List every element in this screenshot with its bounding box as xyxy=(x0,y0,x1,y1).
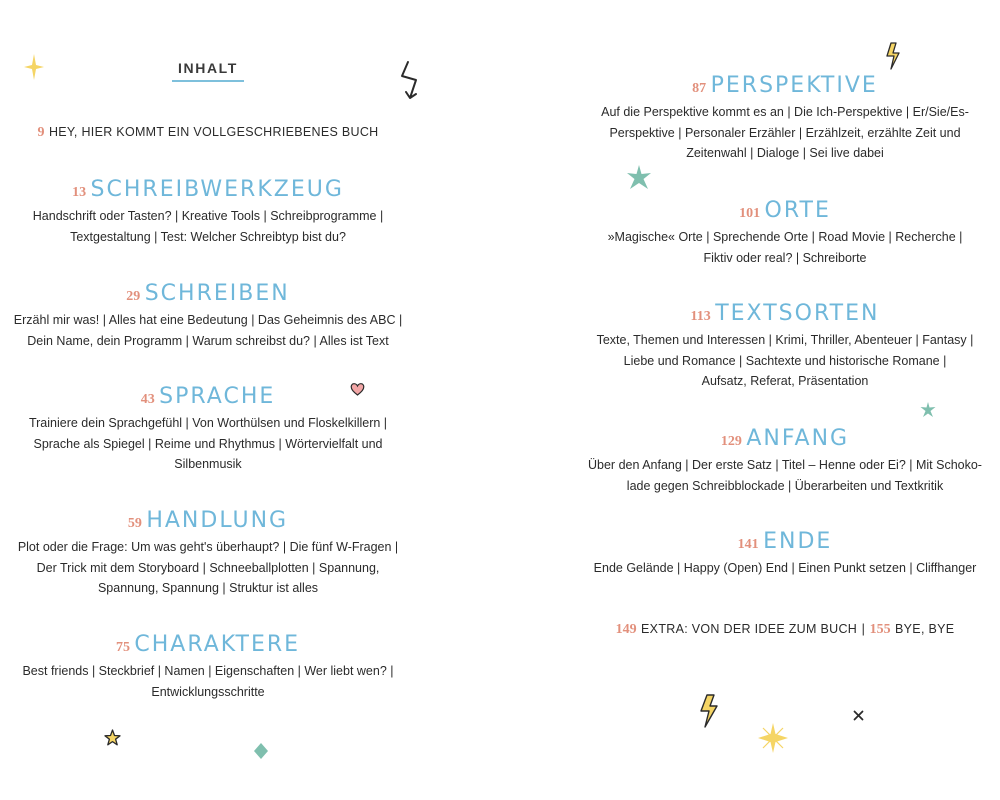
chapter-title: TEXTSORTEN xyxy=(715,301,880,326)
chapter-page: 43 xyxy=(140,392,155,407)
star-teal-icon xyxy=(626,165,652,191)
chapter-title: SPRACHE xyxy=(159,384,276,409)
chapter-desc-line: Trainiere dein Sprachgefühl | Von Worthülsen und Floskelkillern | xyxy=(28,416,388,430)
extra-title: EXTRA: VON DER IDEE ZUM BUCH xyxy=(641,622,858,636)
chapter-desc-line: Sprache als Spiegel | Reime und Rhythmus | Wörtervielfalt und xyxy=(33,436,383,451)
extra-separator: | xyxy=(861,622,866,636)
chapter-desc-line: Perspektive | Personaler Erzähler | Erzählzeit, erzählte Zeit und xyxy=(609,125,961,140)
lightning-outline-icon xyxy=(398,60,426,104)
sparkle-yellow-icon xyxy=(24,54,44,80)
chapter-desc-line: Texte, Themen und Interessen | Krimi, Thriller, Abenteuer | Fantasy | xyxy=(596,333,974,347)
lightning-yellow-filled-icon xyxy=(698,694,720,728)
chapter-page: 75 xyxy=(115,640,130,655)
chapter-desc-line: Fiktiv oder real? | Schreiborte xyxy=(703,250,867,265)
chapter-desc-line: »Magische« Orte | Sprechende Orte | Road Movie | Recherche | xyxy=(607,230,963,244)
chapter-textsorten xyxy=(570,301,1000,392)
toc-title-underline xyxy=(172,80,244,82)
chapter-desc-line: Best friends | Steckbrief | Namen | Eigenschaften | Wer liebt wen? | xyxy=(22,664,394,678)
chapter-desc-line: Erzähl mir was! | Alles hat eine Bedeutung | Das Geheimnis des ABC | xyxy=(13,313,403,327)
intro-title: HEY, HIER KOMMT EIN VOLLGESCHRIEBENES BUCH xyxy=(48,125,379,139)
chapter-schreibwerkzeug xyxy=(0,177,416,247)
chapter-page: 101 xyxy=(739,206,761,221)
chapter-desc-line: Ende Gelände | Happy (Open) End | Einen Punkt setzen | Cliffhanger xyxy=(593,561,977,575)
chapter-title: CHARAKTERE xyxy=(134,632,301,657)
lightning-yellow-icon xyxy=(884,42,902,70)
chapter-handlung xyxy=(0,508,416,599)
extra-page: 149 xyxy=(615,622,637,637)
chapter-desc-line: Der Trick mit dem Storyboard | Schneeballplotten | Spannung, xyxy=(36,560,380,575)
chapter-desc-line: Dein Name, dein Programm | Warum schreibst du? | Alles ist Text xyxy=(27,333,389,348)
chapter-page: 13 xyxy=(72,185,87,200)
bye-title: BYE, BYE xyxy=(895,622,955,636)
chapter-page: 141 xyxy=(737,537,759,552)
chapter-sprache xyxy=(0,384,416,475)
chapter-desc-line: Auf die Perspektive kommt es an | Die Ich-Perspektive | Er/Sie/Es- xyxy=(601,105,969,119)
chapter-desc-line: Handschrift oder Tasten? | Kreative Tools | Schreibprogramme | xyxy=(32,209,384,223)
chapter-title: SCHREIBEN xyxy=(144,281,290,306)
chapter-title: PERSPEKTIVE xyxy=(710,73,878,98)
sparkle-yellow-big-icon xyxy=(758,723,788,753)
chapter-charaktere xyxy=(0,632,416,702)
chapter-page: 29 xyxy=(126,289,141,304)
chapter-title: HANDLUNG xyxy=(146,508,289,533)
chapter-desc-line: lade gegen Schreibblockade | Überarbeiten und Textkritik xyxy=(626,478,944,493)
chapter-desc-line: Aufsatz, Referat, Präsentation xyxy=(701,374,869,389)
chapter-desc-line: Entwicklungsschritte xyxy=(151,684,265,699)
cross-icon xyxy=(853,710,864,721)
chapter-anfang xyxy=(570,426,1000,496)
heart-icon xyxy=(350,382,365,396)
chapter-desc-line: Zeitenwahl | Dialoge | Sei live dabei xyxy=(686,146,884,161)
star-outline-icon xyxy=(104,729,121,746)
chapter-desc-line: Textgestaltung | Test: Welcher Schreibtyp bist du? xyxy=(70,229,346,244)
chapter-desc-line: Über den Anfang | Der erste Satz | Titel – Henne oder Ei? | Mit Schoko- xyxy=(588,458,982,472)
chapter-page: 59 xyxy=(127,516,142,531)
chapter-title: ANFANG xyxy=(746,426,850,451)
chapter-desc-line: Plot oder die Frage: Um was geht's überhaupt? | Die fünf W-Fragen | xyxy=(17,540,399,554)
chapter-title: SCHREIBWERKZEUG xyxy=(90,177,344,202)
diamond-teal-icon xyxy=(254,743,268,759)
chapter-page: 129 xyxy=(720,434,742,449)
chapter-desc-line: Liebe und Romance | Sachtexte und historische Romane | xyxy=(623,353,947,368)
chapter-orte xyxy=(570,198,1000,268)
chapter-title: ENDE xyxy=(763,529,833,554)
bye-page: 155 xyxy=(869,622,891,637)
toc-title: INHALT xyxy=(178,60,238,76)
chapter-page: 113 xyxy=(690,309,711,324)
chapter-ende xyxy=(570,529,1000,579)
intro-page: 9 xyxy=(37,125,45,140)
chapter-desc-line: Spannung, Spannung | Struktur ist alles xyxy=(97,581,319,596)
toc-intro xyxy=(0,123,416,141)
chapter-schreiben xyxy=(0,281,416,351)
chapter-page: 87 xyxy=(692,81,707,96)
star-small-teal-icon xyxy=(920,402,936,418)
chapter-desc-line: Silbenmusik xyxy=(174,457,242,472)
chapter-title: ORTE xyxy=(764,198,831,223)
chapter-perspektive xyxy=(570,73,1000,164)
toc-extra xyxy=(510,620,1000,638)
